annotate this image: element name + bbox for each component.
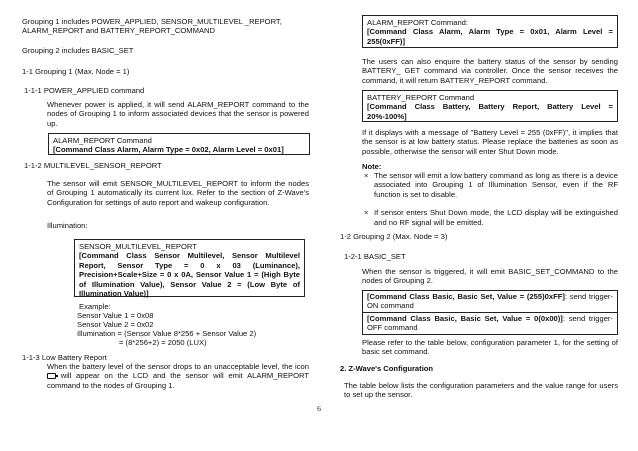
- basic-set-on-command: [Command Class Basic, Basic Set, Value = (255)0xFF]: [367, 292, 565, 301]
- section-1-1-3-body-start: When the battery level of the sensor drops to an unacceptable level, the icon: [47, 362, 309, 371]
- example-line: Illumination = (Sensor Value 8*256 + Sensor Value 2): [77, 329, 257, 338]
- section-1-2-1-body: When the sensor is triggered, it will emit BASIC_SET_COMMAND to the nodes of Grouping 2.: [362, 267, 618, 286]
- battery-get-paragraph: The users can also enquire the battery status of the sensor by sending BATTERY_ GET command via controller. Once the sensor receives the command, it will return BATTERY_REPORT command.: [362, 57, 618, 85]
- section-1-1-3-body-end: will appear on the LCD and the sensor will emit ALARM_REPORT command to the nodes of Grouping 1.: [47, 371, 309, 390]
- zwave-configuration-body: The table below lists the configuration parameters and the value range for users to set up the sensor.: [344, 381, 618, 400]
- sensor-multilevel-box-title: SENSOR_MULTILEVEL_REPORT: [79, 242, 197, 251]
- basic-set-off-command: [Command Class Basic, Basic Set, Value = 0(0x00)]: [367, 313, 563, 323]
- low-battery-alarm-box: [362, 15, 618, 48]
- note-item: × The sensor will emit a low battery command as long as there is a device associated into Grouping 1 of Illumination Sensor, even if the RF function is set to disable.: [364, 171, 618, 199]
- section-1-1-3-heading: 1-1-3 Low Battery Report: [22, 353, 107, 362]
- sensor-multilevel-box-command: [Command Class Sensor Multilevel, Sensor Multilevel Report, Sensor Type = 0 x 03 (Luminance), Precision+Scale+Size = 0 x 0A, Sensor Value 1 = (High Byte of Illumination Value), Sensor Value 2 = (Low Byte of Illumination Value)]: [79, 251, 300, 299]
- basic-set-off-row: [363, 312, 617, 334]
- basic-set-off-description: : send trigger-OFF command: [367, 313, 613, 333]
- note-label: Note:: [362, 162, 382, 171]
- grouping2-heading: 1-2 Grouping 2 (Max. Node = 3): [340, 232, 448, 241]
- example-line: = (8*256+2) = 2050 (LUX): [119, 338, 207, 347]
- sensor-multilevel-report-box: [74, 239, 305, 297]
- illumination-label: Illumination:: [47, 221, 88, 230]
- note-bullet-icon: ×: [364, 171, 369, 180]
- low-battery-alarm-box-command: [Command Class Alarm, Alarm Type = 0x01, Alarm Level = 255(0xFF)]: [367, 27, 613, 46]
- example-line: Sensor Value 1 = 0x08: [77, 311, 154, 320]
- battery-report-box-title: BATTERY_REPORT Command: [367, 93, 475, 102]
- refer-paragraph: Please refer to the table below, configuration parameter 1, for the setting of basic set command.: [362, 338, 618, 357]
- notes-list: [362, 171, 618, 227]
- battery-report-box-command: [Command Class Battery, Battery Report, Battery Level = 20%-100%]: [367, 102, 613, 121]
- section-1-2-1-heading: 1-2-1 BASIC_SET: [344, 252, 406, 261]
- example-label: Example:: [79, 302, 111, 311]
- section-1-1-1-heading: 1-1-1 POWER_APPLIED command: [24, 86, 145, 95]
- section-1-1-1-body: Whenever power is applied, it will send ALARM_REPORT command to the nodes of Grouping 1 to inform associated devices that the sensor is powered up.: [47, 100, 309, 128]
- basic-set-on-row: [363, 291, 617, 312]
- note-bullet-icon: ×: [364, 208, 369, 218]
- alarm-report-box-title: ALARM_REPORT Command: [53, 136, 152, 145]
- alarm-report-box: [48, 133, 310, 155]
- zwave-configuration-heading: 2. Z-Wave's Configuration: [340, 364, 434, 373]
- page-number: 6: [317, 404, 321, 413]
- alarm-report-box-command: [Command Class Alarm, Alarm Type = 0x02, Alarm Level = 0x01]: [53, 145, 284, 155]
- grouping1-heading: 1-1 Grouping 1 (Max. Node = 1): [22, 67, 130, 76]
- section-1-1-2-body: The sensor will emit SENSOR_MULTILEVEL_REPORT to inform the nodes of Grouping 1 automatically its current lux. Refer to the section of Z-Wave's Configuration for settings of auto report and wakeup configuration.: [47, 179, 309, 207]
- section-1-1-2-heading: 1-1-2 MULTILEVEL_SENSOR_REPORT: [24, 161, 162, 170]
- example-line: Sensor Value 2 = 0x02: [77, 320, 154, 329]
- grouping2-intro: Grouping 2 includes BASIC_SET: [22, 46, 134, 55]
- battery-level-paragraph: If it displays with a message of "Battery Level = 255 (0xFF)", it implies that the sensor is at low battery status. Please replace the batteries as soon as possible, otherwise the sensor will enter Shut Down mode.: [362, 128, 618, 156]
- basic-set-on-description: : send trigger-ON command: [367, 292, 613, 311]
- battery-icon: [47, 373, 56, 379]
- section-1-1-3-body: [47, 362, 309, 390]
- battery-report-box: [362, 90, 618, 122]
- basic-set-command-box: [362, 290, 618, 335]
- low-battery-alarm-box-title: ALARM_REPORT Command:: [367, 18, 469, 27]
- note-item: × If sensor enters Shut Down mode, the LCD display will be extinguished and no RF signal will be emitted.: [364, 208, 618, 227]
- grouping1-intro: Grouping 1 includes POWER_APPLIED, SENSOR_MULTILEVEL _REPORT, ALARM_REPORT and BATTERY_REPORT_COMMAND: [22, 17, 282, 36]
